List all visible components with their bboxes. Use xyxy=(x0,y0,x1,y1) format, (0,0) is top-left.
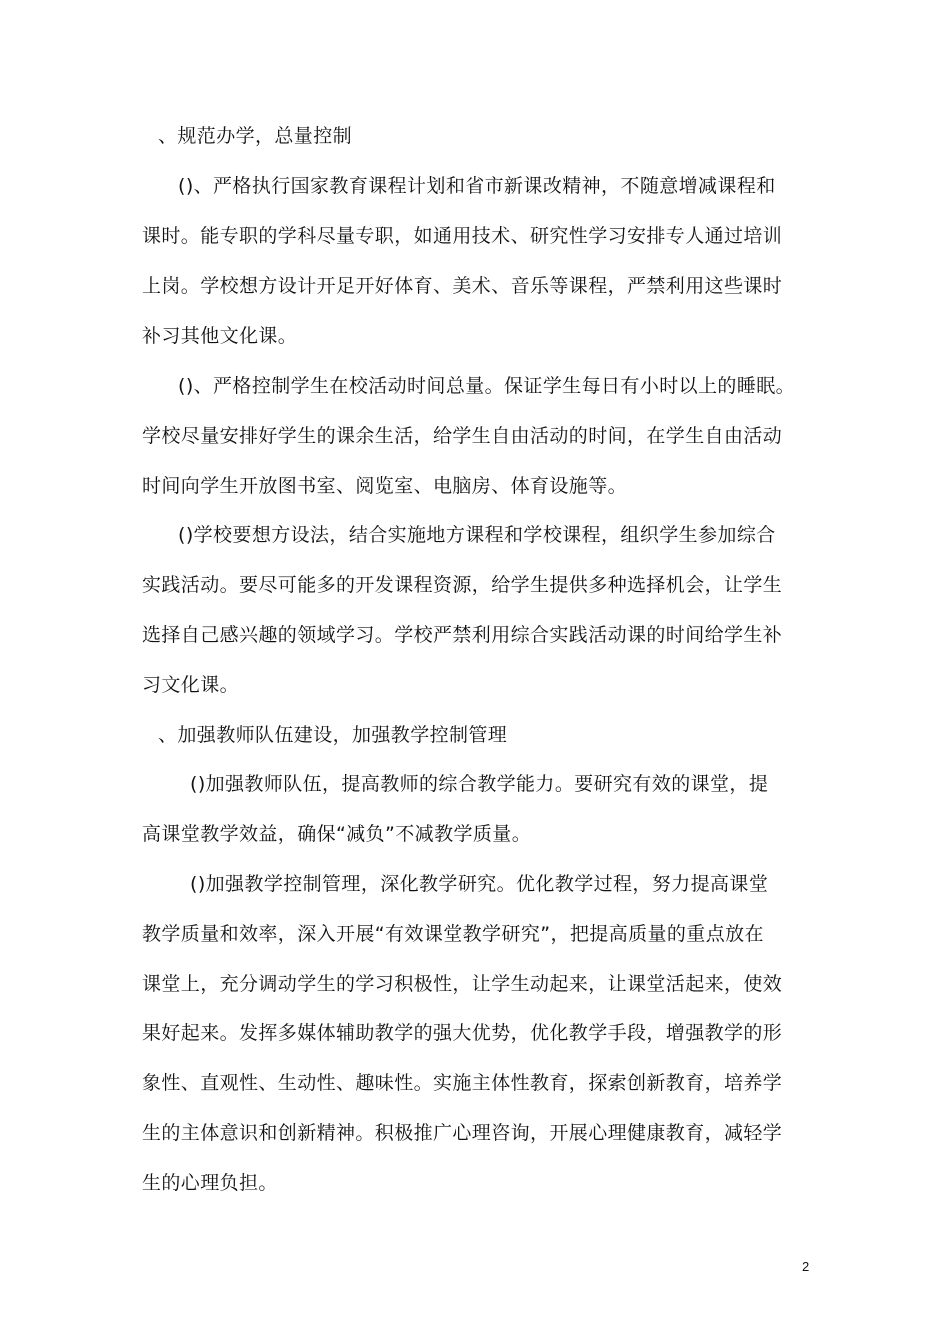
paragraph-5-line-1: ()加强教学控制管理，深化教学研究。优化教学过程，努力提高课堂 xyxy=(190,873,769,895)
paragraph-3-line-4: 习文化课。 xyxy=(142,674,240,696)
paragraph-5-line-3: 课堂上，充分调动学生的学习积极性，让学生动起来，让课堂活起来，使效 xyxy=(142,973,783,995)
paragraph-5-line-4: 果好起来。发挥多媒体辅助教学的强大优势，优化教学手段，增强教学的形 xyxy=(142,1022,783,1044)
paragraph-2-line-1: ()、严格控制学生在校活动时间总量。保证学生每日有小时以上的睡眠。 xyxy=(178,375,796,397)
paragraph-3-line-1: ()学校要想方设法，结合实施地方课程和学校课程，组织学生参加综合 xyxy=(178,524,776,546)
paragraph-5-line-7: 生的心理负担。 xyxy=(142,1172,278,1194)
paragraph-3-line-2: 实践活动。要尽可能多的开发课程资源，给学生提供多种选择机会，让学生 xyxy=(142,574,783,596)
page-number: 2 xyxy=(802,1259,810,1274)
paragraph-4-line-2: 高课堂教学效益，确保“减负”不减教学质量。 xyxy=(142,823,532,845)
paragraph-2-line-3: 时间向学生开放图书室、阅览室、电脑房、体育设施等。 xyxy=(142,475,628,497)
paragraph-5-line-5: 象性、直观性、生动性、趣味性。实施主体性教育，探索创新教育，培养学 xyxy=(142,1072,783,1094)
paragraph-1-line-4: 补习其他文化课。 xyxy=(142,325,298,347)
paragraph-3-line-3: 选择自己感兴趣的领域学习。学校严禁利用综合实践活动课的时间给学生补 xyxy=(142,624,783,646)
paragraph-4-line-1: ()加强教师队伍，提高教师的综合教学能力。要研究有效的课堂，提 xyxy=(190,773,769,795)
paragraph-5-line-2: 教学质量和效率，深入开展“有效课堂教学研究”，把提高质量的重点放在 xyxy=(142,923,764,945)
section-heading-2: 、加强教师队伍建设，加强教学控制管理 xyxy=(158,724,508,746)
paragraph-5-line-6: 生的主体意识和创新精神。积极推广心理咨询，开展心理健康教育，减轻学 xyxy=(142,1122,783,1144)
paragraph-1-line-1: ()、严格执行国家教育课程计划和省市新课改精神，不随意增减课程和 xyxy=(178,175,776,197)
paragraph-2-line-2: 学校尽量安排好学生的课余生活，给学生自由活动的时间，在学生自由活动 xyxy=(142,425,783,447)
paragraph-1-line-2: 课时。能专职的学科尽量专职，如通用技术、研究性学习安排专人通过培训 xyxy=(142,225,783,247)
paragraph-1-line-3: 上岗。学校想方设计开足开好体育、美术、音乐等课程，严禁利用这些课时 xyxy=(142,275,783,297)
section-heading-1: 、规范办学，总量控制 xyxy=(158,125,353,147)
